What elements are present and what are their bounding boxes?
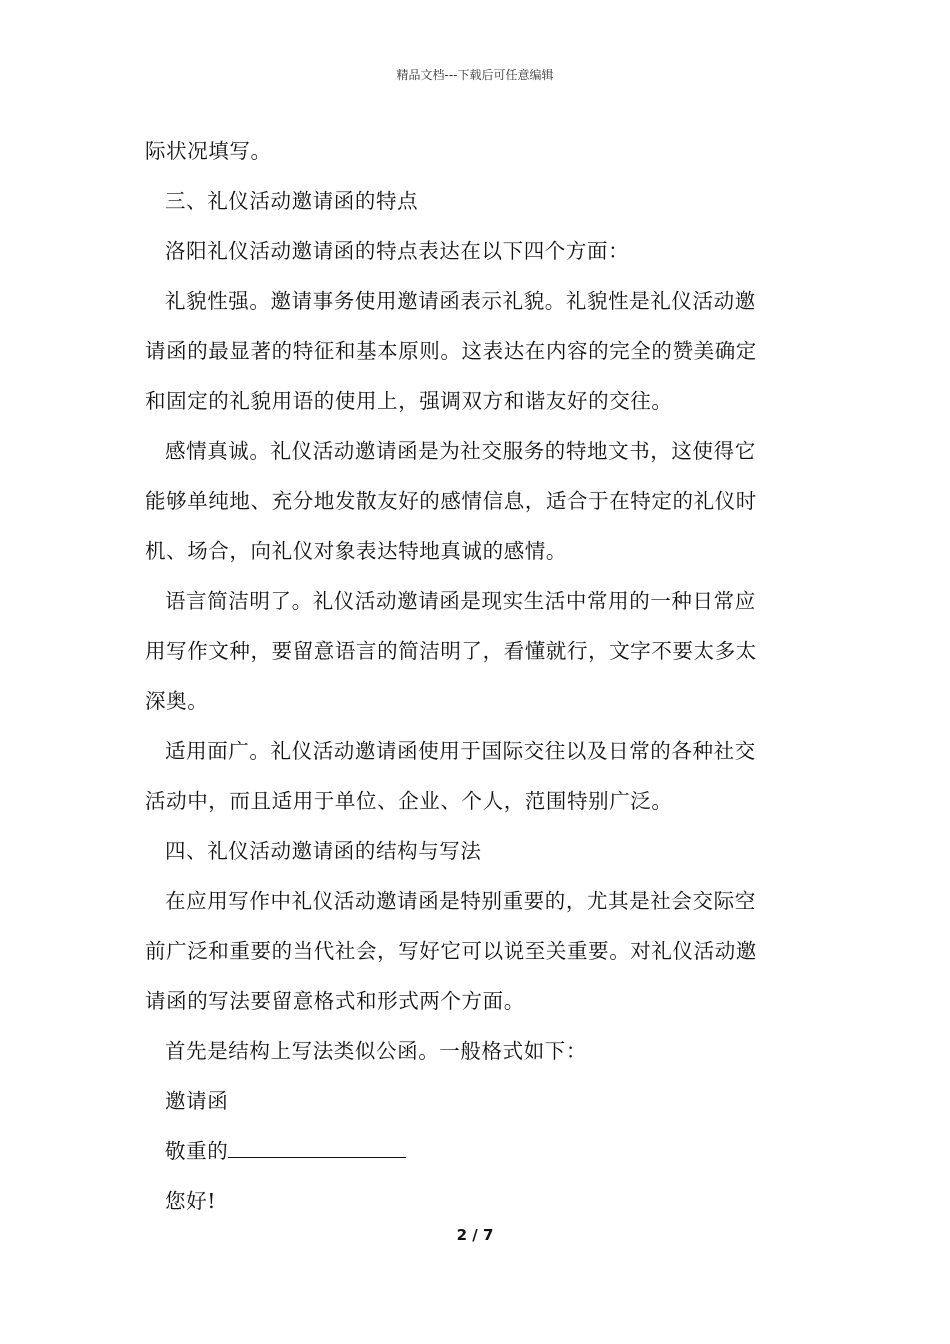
paragraph-concise (145, 576, 810, 726)
text-line: 用写作文种，要留意语言的简洁明了，看懂就行，文字不要太多太 (145, 639, 757, 663)
text-line: 首先是结构上写法类似公函。一般格式如下： (165, 1039, 587, 1063)
text-line: 请函的写法要留意格式和形式两个方面。 (145, 989, 525, 1013)
salutation-prefix: 敬重的 (165, 1139, 229, 1163)
text-line: 在应用写作中礼仪活动邀请函是特别重要的，尤其是社会交际空 (165, 889, 756, 913)
template-title (145, 1076, 810, 1126)
page-total: 7 (482, 1226, 494, 1244)
page-separator: / (472, 1226, 478, 1244)
text-line: 能够单纯地、充分地发散友好的感情信息，适合于在特定的礼仪时 (145, 489, 757, 513)
page-current: 2 (456, 1226, 468, 1244)
fill-in-blank (228, 1131, 406, 1158)
paragraph-intro (145, 226, 810, 276)
text-line: 际状况填写。 (145, 139, 272, 163)
text-line: 和固定的礼貌用语的使用上，强调双方和谐友好的交往。 (145, 389, 673, 413)
page-header: 精品文档---下载后可任意编辑 (396, 68, 554, 82)
section-heading-4 (145, 826, 810, 876)
text-line: 洛阳礼仪活动邀请函的特点表达在以下四个方面： (165, 239, 630, 263)
template-greeting (145, 1176, 810, 1226)
text-line: 前广泛和重要的当代社会，写好它可以说至关重要。对礼仪活动邀 (145, 939, 757, 963)
paragraph-sincerity (145, 426, 810, 576)
page-number (0, 1226, 950, 1244)
paragraph-writing (145, 876, 810, 1026)
text-line: 适用面广。礼仪活动邀请函使用于国际交往以及日常的各种社交 (165, 739, 756, 763)
paragraph-politeness (145, 276, 810, 426)
paragraph-wide-use (145, 726, 810, 826)
text-line: 深奥。 (145, 689, 209, 713)
text-line: 礼貌性强。邀请事务使用邀请函表示礼貌。礼貌性是礼仪活动邀 (165, 289, 756, 313)
text-line: 感情真诚。礼仪活动邀请函是为社交服务的特地文书，这使得它 (165, 439, 756, 463)
template-salutation (145, 1126, 810, 1176)
text-line: 邀请函 (165, 1089, 229, 1113)
text-line: 语言简洁明了。礼仪活动邀请函是现实生活中常用的一种日常应 (165, 589, 756, 613)
text-line (145, 1126, 810, 1176)
text-line: 四、礼仪活动邀请函的结构与写法 (165, 839, 482, 863)
paragraph-1 (145, 126, 810, 176)
text-line: 您好! (165, 1189, 217, 1213)
section-heading-3 (145, 176, 810, 226)
text-line: 活动中，而且适用于单位、企业、个人，范围特别广泛。 (145, 789, 673, 813)
paragraph-format (145, 1026, 810, 1076)
text-line: 三、礼仪活动邀请函的特点 (165, 189, 419, 213)
text-line: 请函的最显著的特征和基本原则。这表达在内容的完全的赞美确定 (145, 339, 757, 363)
text-line: 机、场合，向礼仪对象表达特地真诚的感情。 (145, 539, 567, 563)
document-body (145, 126, 810, 1226)
